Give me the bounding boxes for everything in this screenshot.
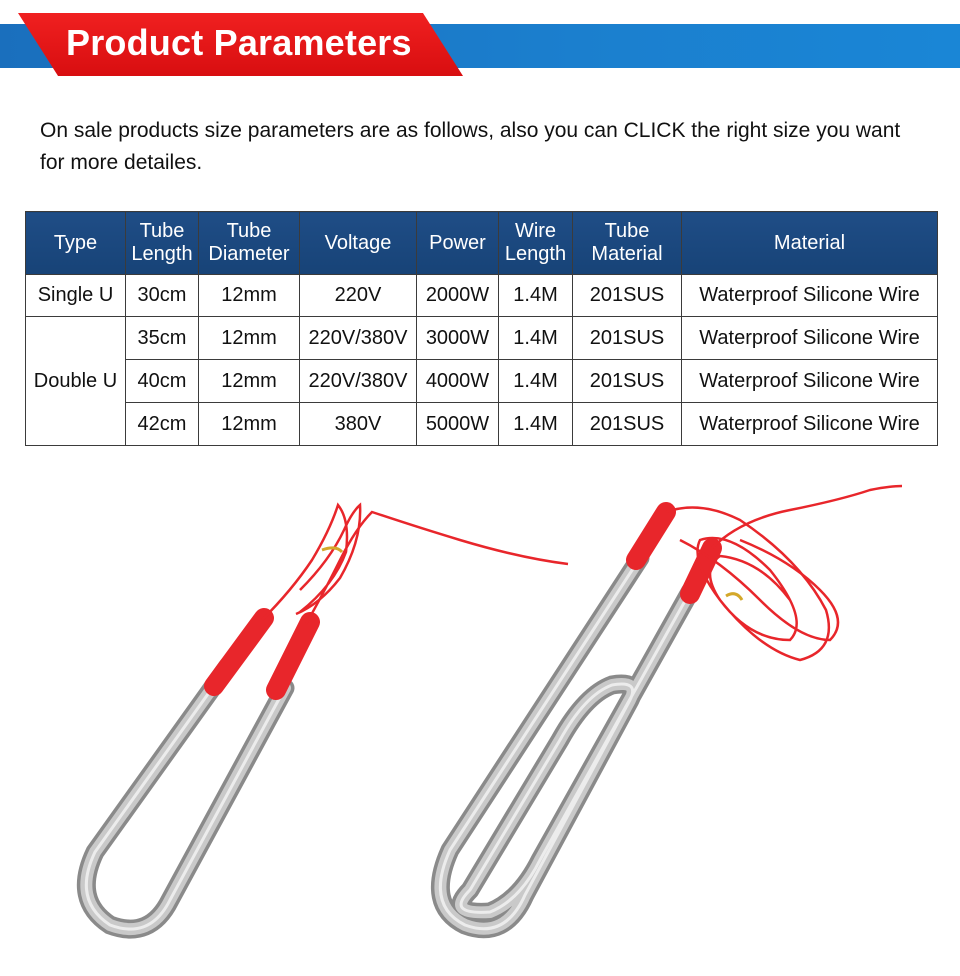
tube-material-cell: 201SUS <box>573 317 682 360</box>
length-cell: 40cm <box>126 360 199 403</box>
voltage-cell: 220V <box>300 275 417 317</box>
product-photo <box>0 470 960 976</box>
table-header-row <box>26 212 938 275</box>
table-row <box>26 317 938 360</box>
power-cell: 3000W <box>417 317 499 360</box>
power-cell: 5000W <box>417 403 499 446</box>
diameter-cell: 12mm <box>199 275 300 317</box>
tube-material-cell: 201SUS <box>573 360 682 403</box>
tube-material-cell: 201SUS <box>573 275 682 317</box>
length-cell: 30cm <box>126 275 199 317</box>
wire-length-cell: 1.4M <box>499 360 573 403</box>
power-cell: 4000W <box>417 360 499 403</box>
voltage-cell: 220V/380V <box>300 317 417 360</box>
length-cell: 42cm <box>126 403 199 446</box>
voltage-cell: 220V/380V <box>300 360 417 403</box>
wire-length-cell: 1.4M <box>499 275 573 317</box>
tube-material-cell: 201SUS <box>573 403 682 446</box>
diameter-cell: 12mm <box>199 403 300 446</box>
material-cell: Waterproof Silicone Wire <box>682 360 938 403</box>
length-cell: 35cm <box>126 317 199 360</box>
voltage-cell: 380V <box>300 403 417 446</box>
header-tube-diameter: Tube Diameter <box>199 212 300 275</box>
header-tube-material: Tube Material <box>573 212 682 275</box>
header-tube-length: Tube Length <box>126 212 199 275</box>
wire-length-cell: 1.4M <box>499 317 573 360</box>
table-row <box>26 275 938 317</box>
header-voltage: Voltage <box>300 212 417 275</box>
table-row <box>26 360 938 403</box>
page-title: Product Parameters <box>66 22 412 63</box>
power-cell: 2000W <box>417 275 499 317</box>
type-cell: Single U <box>26 275 126 317</box>
diameter-cell: 12mm <box>199 317 300 360</box>
material-cell: Waterproof Silicone Wire <box>682 275 938 317</box>
header-type: Type <box>26 212 126 275</box>
table-row <box>26 403 938 446</box>
wire-length-cell: 1.4M <box>499 403 573 446</box>
intro-text: On sale products size parameters are as follows, also you can CLICK the right size you want for more detailes. <box>40 119 901 174</box>
diameter-cell: 12mm <box>199 360 300 403</box>
header-material: Material <box>682 212 938 275</box>
material-cell: Waterproof Silicone Wire <box>682 403 938 446</box>
header-power: Power <box>417 212 499 275</box>
type-cell: Double U <box>26 317 126 446</box>
material-cell: Waterproof Silicone Wire <box>682 317 938 360</box>
spec-table <box>25 211 938 446</box>
header-wire-length: Wire Length <box>499 212 573 275</box>
